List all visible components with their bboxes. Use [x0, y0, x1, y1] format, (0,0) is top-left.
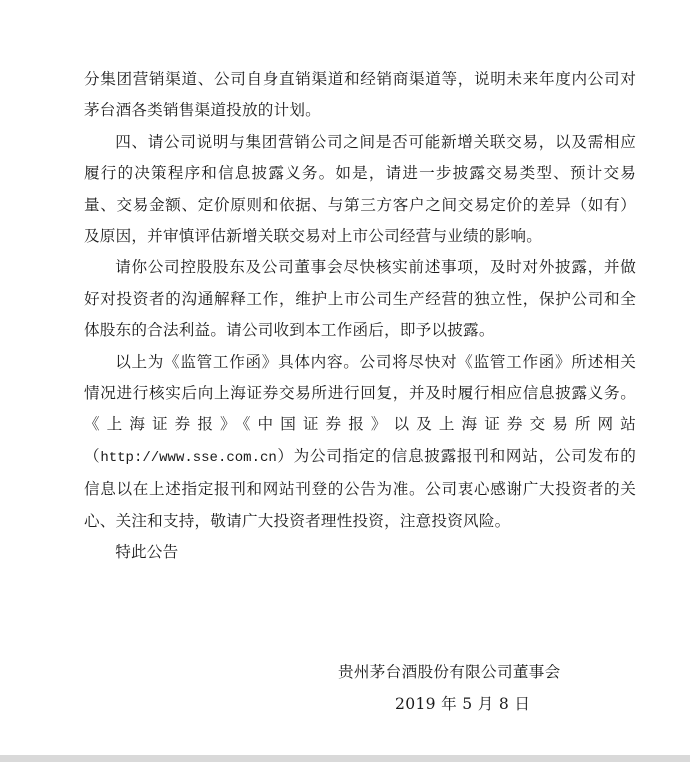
signature-block — [338, 656, 561, 720]
paragraph-channels: 分集团营销渠道、公司自身直销渠道和经销商渠道等，说明未来年度内公司对茅台酒各类销售渠道投放的计划。 — [84, 70, 636, 120]
signature-organization: 贵州茅台酒股份有限公司董事会 — [338, 663, 561, 681]
sse-website-url: http://www.sse.com.cn — [100, 449, 277, 466]
signature-date: 2019 年 5 月 8 日 — [395, 695, 531, 713]
closing-text-before-url: 以上为《监管工作函》具体内容。公司将尽快对《监管工作函》所述相关情况进行核实后向上海证券交易所进行回复，并及时履行相应信息披露义务。《上海证券报》《中国证券报》以及上海证券交易所网站（ — [84, 352, 636, 465]
paragraph-disclosure-request: 请你公司控股股东及公司董事会尽快核实前述事项，及时对外披露，并做好对投资者的沟通解释工作，维护上市公司生产经营的独立性，保护公司和全体股东的合法利益。请公司收到本工作函后，即予以披露。 — [84, 258, 636, 340]
announcement-closing-line: 特此公告 — [115, 543, 179, 562]
paragraph-related-transactions: 四、请公司说明与集团营销公司之间是否可能新增关联交易，以及需相应履行的决策程序和信息披露义务。如是，请进一步披露交易类型、预计交易量、交易金额、定价原则和依据、与第三方客户之间交易定价的差异（如有）及原因，并审慎评估新增关联交易对上市公司经营与业绩的影响。 — [84, 132, 636, 246]
paragraph-supervision-letter — [84, 347, 636, 537]
closing-text-after-url: ）为公司指定的信息披露报刊和网站，公司发布的信息以在上述指定报刊和网站刊登的公告为准。公司衷心感谢广大投资者的关心、关注和支持，敬请广大投资者理性投资，注意投资风险。 — [84, 446, 637, 530]
document-body — [84, 64, 636, 569]
page-bottom-edge — [0, 755, 690, 762]
